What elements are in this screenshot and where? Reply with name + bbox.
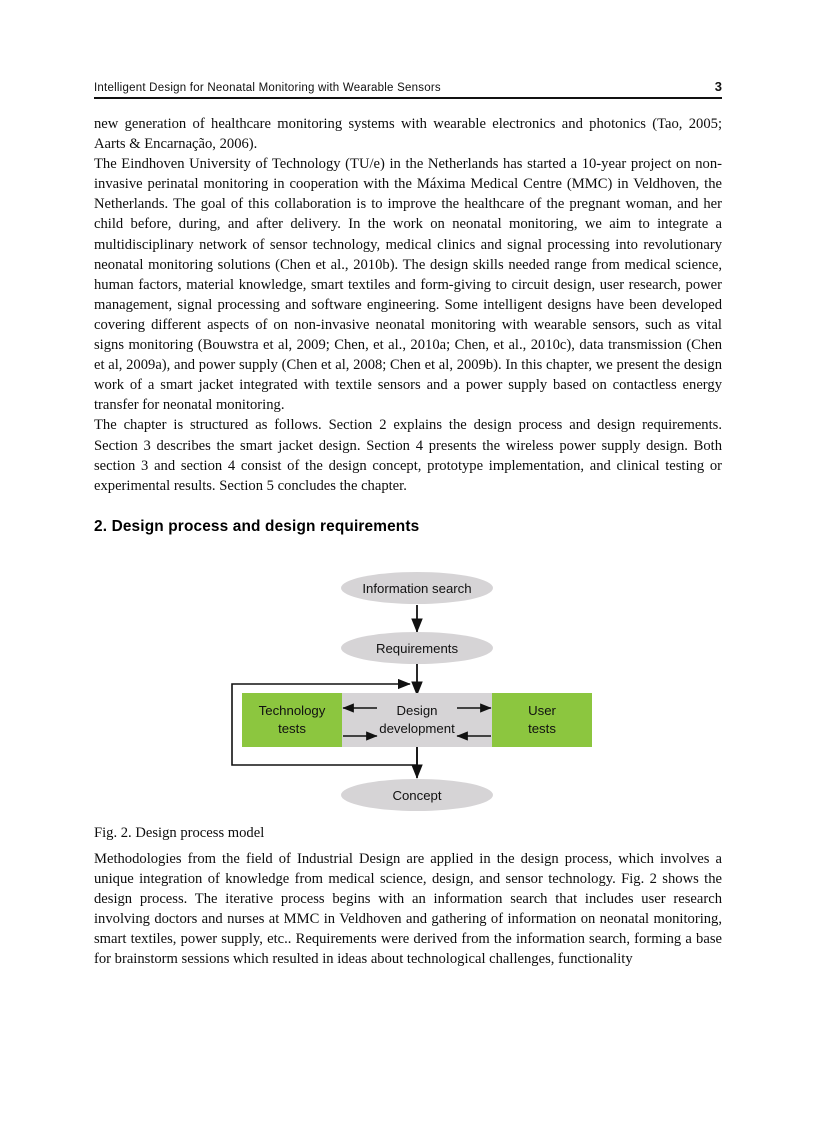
paragraph-1: new generation of healthcare monitoring systems with wearable electronics and photonics (Tao, 2005; Aarts & Encarnação, 2006). xyxy=(94,116,722,153)
information-search-label: Information search xyxy=(362,581,472,596)
node-information-search xyxy=(341,572,493,604)
design-development-label-line1: Design xyxy=(396,703,438,718)
body-text-column-top xyxy=(94,114,722,536)
paragraph-4: Methodologies from the field of Industrial Design are applied in the design process, which involves a unique integration of knowledge from medical science, design, and sensor technology. Fig. 2 shows the design process. The iterative process begins with an information search that includes user research involving doctors and nurses at MMC in Veldhoven and gathering of information on neonatal monitoring, smart textiles, power supply, etc.. Requirements were derived from the information search, forming a base for brainstorm sessions which resulted in ideas about technological challenges, functionality xyxy=(94,851,722,968)
page-number: 3 xyxy=(714,79,722,94)
running-head xyxy=(94,79,722,99)
node-requirements xyxy=(341,632,493,664)
user-tests-label-line1: User xyxy=(528,703,556,718)
design-development-label-line2: development xyxy=(379,721,455,736)
technology-tests-label-line1: Technology xyxy=(258,703,326,718)
technology-tests-label-line2: tests xyxy=(278,721,306,736)
user-tests-box xyxy=(492,693,592,747)
figure-caption: Fig. 2. Design process model xyxy=(94,825,265,841)
concept-label: Concept xyxy=(392,788,442,803)
running-head-title: Intelligent Design for Neonatal Monitoring with Wearable Sensors xyxy=(94,82,441,94)
body-text-column-bottom xyxy=(94,849,722,970)
requirements-label: Requirements xyxy=(375,641,459,656)
paragraph-3: The chapter is structured as follows. Section 2 explains the design process and design requirements. Section 3 describes the smart jacket design. Section 4 presents the wireless power supply design. Both section 3 and section 4 consist of the design concept, prototype implementation, and clinical testing or experimental results. Section 5 concludes the chapter. xyxy=(94,417,722,494)
figure-design-process-model xyxy=(94,562,722,818)
technology-tests-box xyxy=(242,693,342,747)
section-heading-2: 2. Design process and design requirements xyxy=(94,517,420,535)
paragraph-2: The Eindhoven University of Technology (TU/e) in the Netherlands has started a 10-year project on non-invasive perinatal monitoring in cooperation with the Máxima Medical Centre (MMC) in Veldhoven, the Netherlands. The goal of this collaboration is to improve the healthcare of the pregnant woman, and her child before, during, and after delivery. In the work on neonatal monitoring, we aim to integrate a multidisciplinary network of sensor technology, medical clinics and signal processing into revolutionary neonatal monitoring solutions (Chen et al., 2010b). The design skills needed range from medical science, human factors, material knowledge, smart textiles and form-giving to circuit design, user research, power management, signal processing and software engineering. Some intelligent designs have been developed covering different aspects of on non-invasive neonatal monitoring with wearable sensors, such as vital signs monitoring (Bouwstra et al, 2009; Chen, et al., 2010a; Chen, et al., 2010c), data transmission (Chen et al, 2009a), and power supply (Chen et al, 2008; Chen et al, 2009b). In this chapter, we present the design work of a smart jacket integrated with textile sensors and a power supply based on contactless energy transfer for neonatal monitoring. xyxy=(94,156,722,414)
user-tests-label-line2: tests xyxy=(528,721,556,736)
heading-spacer-above xyxy=(94,496,722,518)
node-concept xyxy=(341,779,493,811)
design-development-band xyxy=(242,693,592,747)
design-process-flowchart xyxy=(94,562,722,818)
